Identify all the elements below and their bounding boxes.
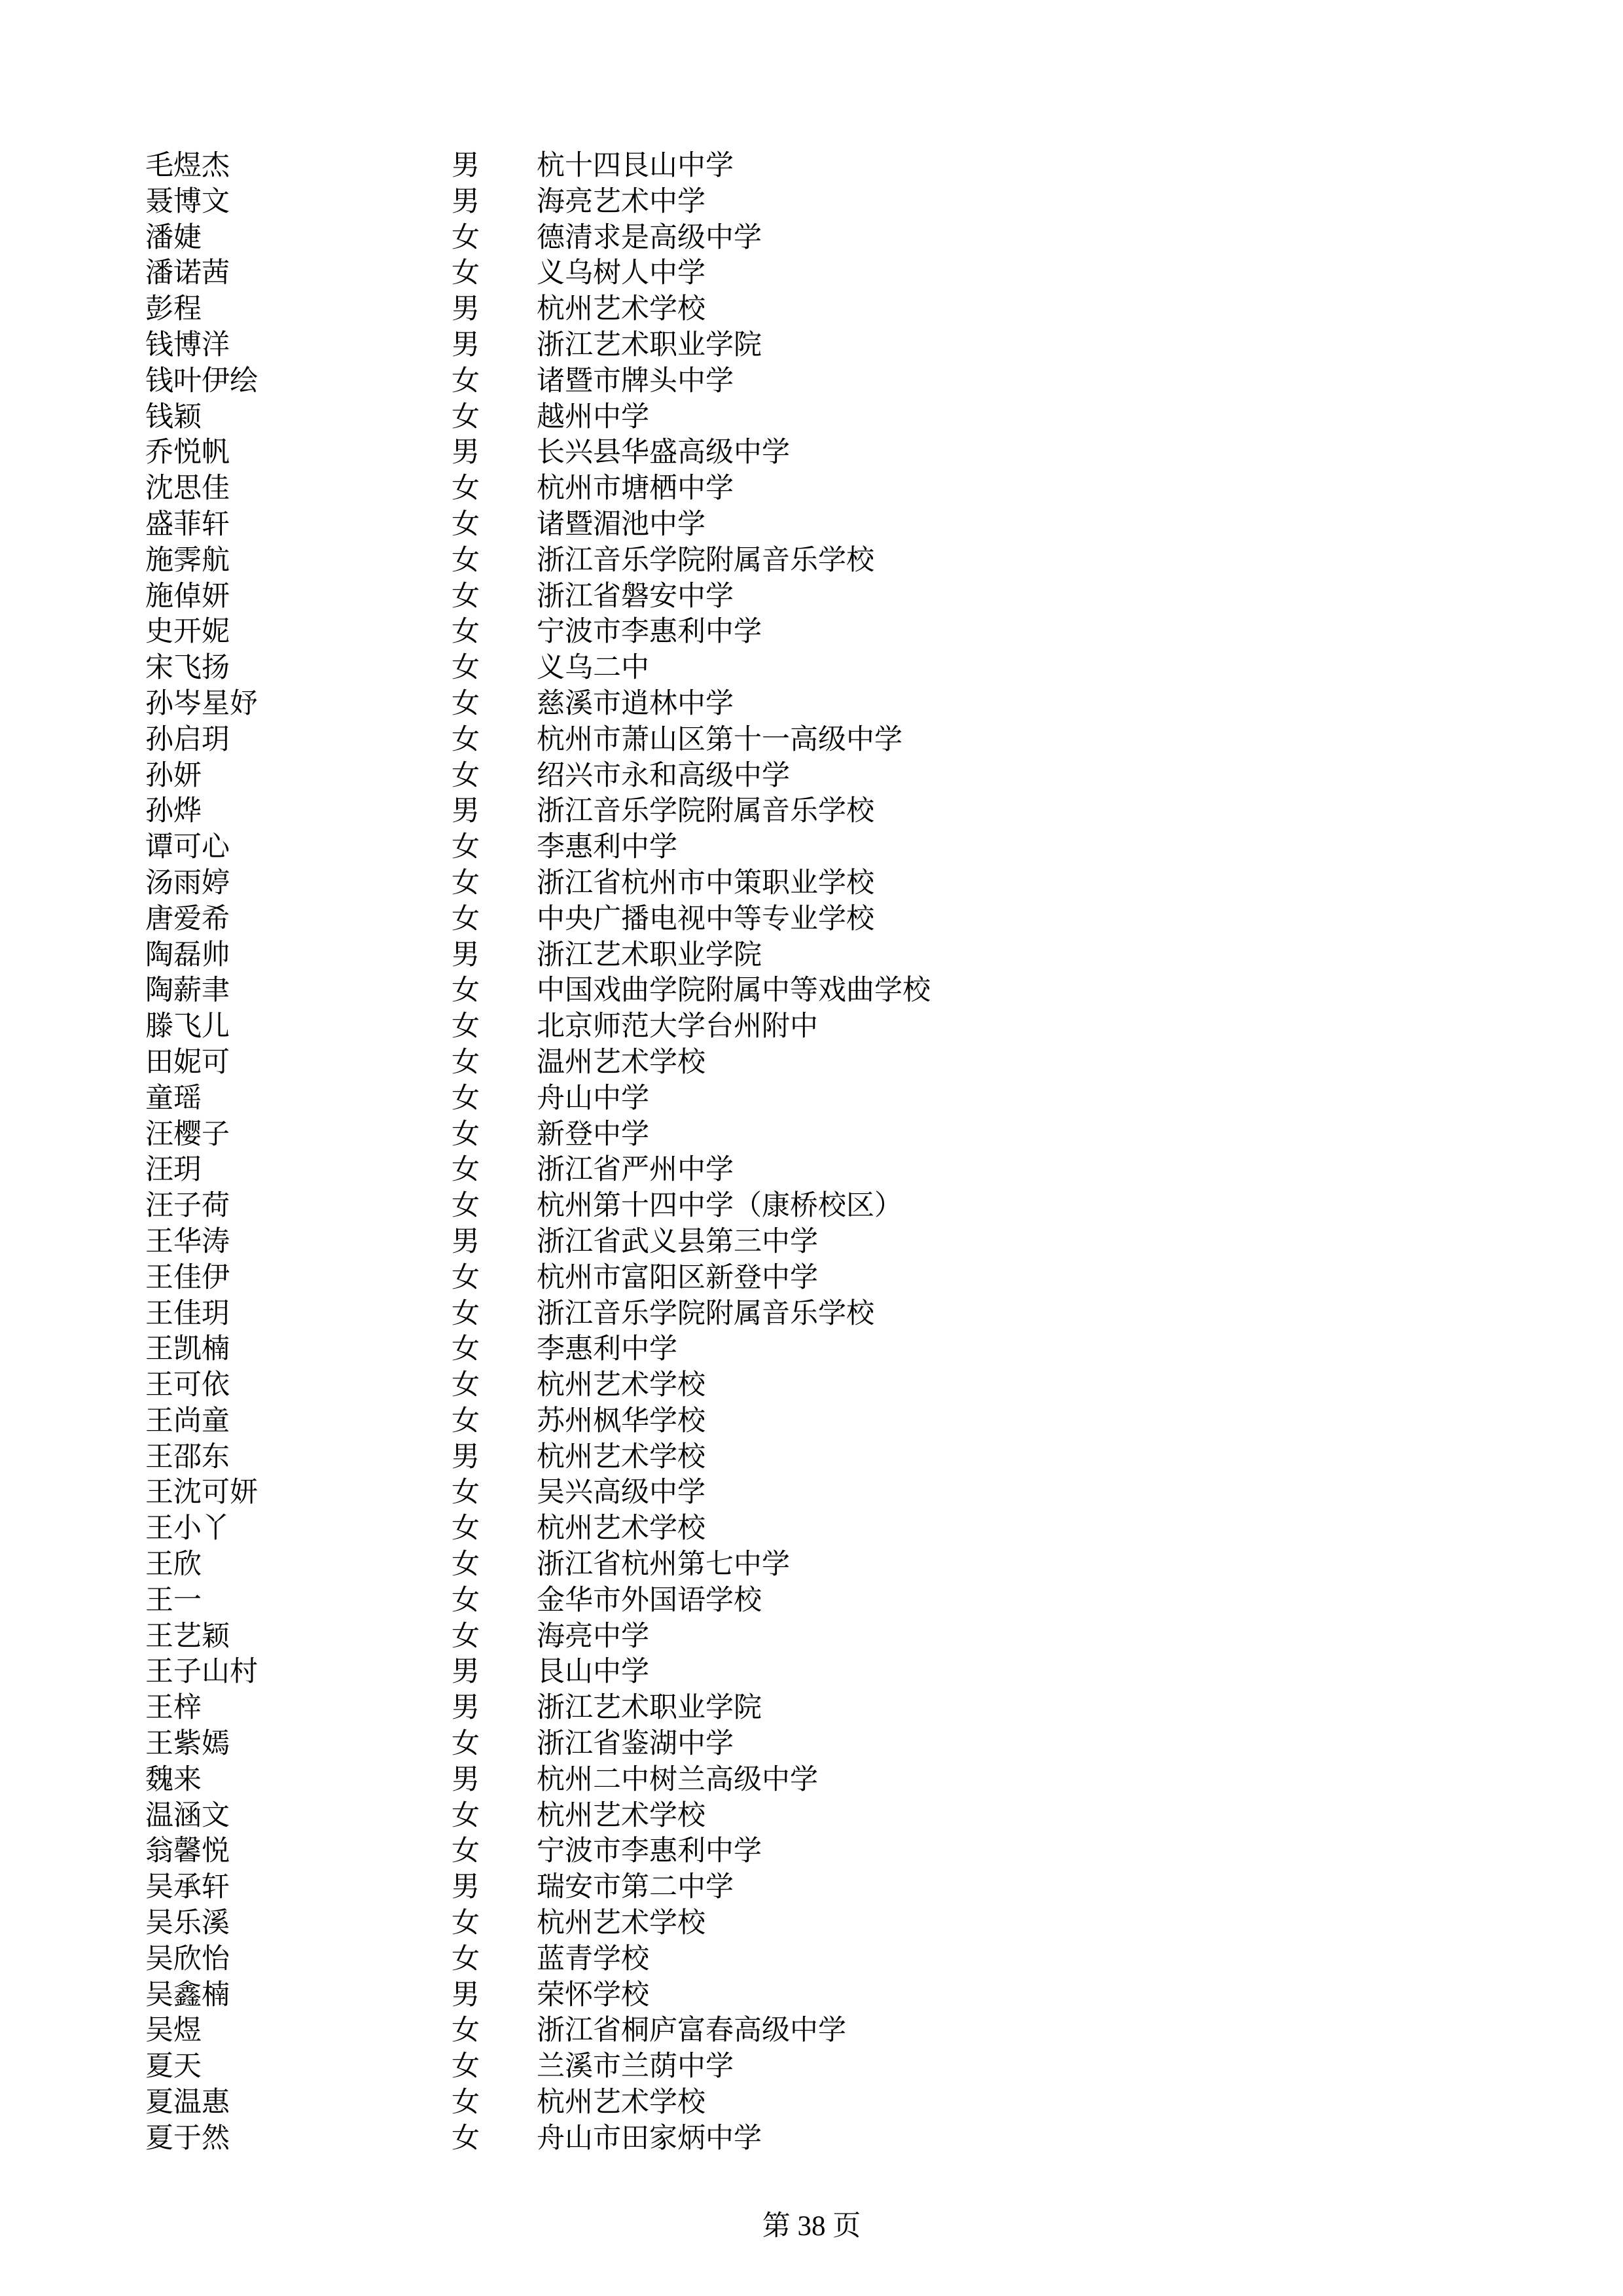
student-gender: 女 [452,1261,480,1294]
table-row [145,1798,1323,1834]
student-gender: 女 [452,831,480,864]
student-name: 施倬妍 [145,579,230,613]
table-row [145,363,1323,399]
student-name: 汪樱子 [145,1117,230,1151]
student-name: 滕飞儿 [145,1010,230,1043]
student-gender: 女 [452,543,480,577]
table-row [145,650,1323,686]
table-row [145,1619,1323,1655]
table-row [145,291,1323,327]
student-school: 中央广播电视中等专业学校 [537,902,874,935]
table-row [145,1690,1323,1726]
student-school: 浙江音乐学院附属音乐学校 [537,543,874,577]
student-gender: 女 [452,1799,480,1832]
student-school: 李惠利中学 [537,1333,677,1366]
table-row [145,1331,1323,1367]
student-school: 杭州艺术学校 [537,1907,705,1940]
student-school: 舟山市田家炳中学 [537,2121,762,2155]
student-gender: 男 [452,1871,480,1904]
table-row [145,1009,1323,1045]
student-gender: 女 [452,687,480,720]
student-name: 王紫嫣 [145,1727,230,1761]
student-school: 杭州艺术学校 [537,1512,705,1545]
table-row [145,1547,1323,1583]
table-row [145,1475,1323,1511]
student-gender: 女 [452,1404,480,1437]
student-gender: 男 [452,1978,480,2011]
student-gender: 女 [452,1942,480,1975]
student-school: 浙江艺术职业学院 [537,328,762,361]
table-row [145,471,1323,507]
student-name: 史开妮 [145,615,230,649]
table-row [145,1224,1323,1260]
student-school: 杭州艺术学校 [537,1440,705,1473]
table-row [145,1654,1323,1690]
student-gender: 女 [452,257,480,290]
student-name: 施霁航 [145,543,230,577]
student-school: 宁波市李惠利中学 [537,615,762,649]
student-school: 浙江省杭州市中策职业学校 [537,866,874,899]
table-row [145,901,1323,937]
table-row [145,399,1323,435]
student-gender: 女 [452,2014,480,2047]
student-gender: 女 [452,615,480,649]
student-school: 长兴县华盛高级中学 [537,436,790,469]
student-school: 温州艺术学校 [537,1045,705,1079]
table-row [145,686,1323,722]
student-school: 越州中学 [537,400,649,433]
student-gender: 男 [452,938,480,971]
student-school: 荣怀学校 [537,1978,649,2011]
table-row [145,1188,1323,1224]
student-name: 王华涛 [145,1225,230,1258]
table-row [145,1941,1323,1977]
table-row [145,1726,1323,1762]
student-school: 杭州二中树兰高级中学 [537,1763,818,1796]
student-gender: 女 [452,1333,480,1366]
student-gender: 男 [452,328,480,361]
student-name: 王可依 [145,1369,230,1402]
table-row [145,973,1323,1009]
student-gender: 女 [452,1010,480,1043]
student-name: 王邵东 [145,1440,230,1473]
student-school: 兰溪市兰荫中学 [537,2050,734,2083]
student-gender: 女 [452,2050,480,2083]
student-gender: 女 [452,759,480,792]
table-row [145,865,1323,901]
student-name: 彭程 [145,293,202,326]
student-school: 诸暨湄池中学 [537,507,705,541]
student-school: 绍兴市永和高级中学 [537,759,790,792]
student-gender: 男 [452,1763,480,1796]
student-gender: 女 [452,1548,480,1581]
student-name: 王佳伊 [145,1261,230,1294]
student-gender: 男 [452,795,480,828]
student-name: 翁馨悦 [145,1835,230,1868]
table-row [145,2121,1323,2157]
student-name: 孙启玥 [145,723,230,756]
table-row [145,1260,1323,1296]
table-row [145,1977,1323,2013]
student-name: 乔悦帆 [145,436,230,469]
student-name: 吴鑫楠 [145,1978,230,2011]
student-gender: 男 [452,1440,480,1473]
student-name: 陶磊帅 [145,938,230,971]
table-row [145,507,1323,543]
table-row [145,327,1323,363]
student-school: 浙江音乐学院附属音乐学校 [537,1297,874,1330]
student-school: 金华市外国语学校 [537,1583,762,1617]
table-row [145,435,1323,471]
student-gender: 女 [452,1369,480,1402]
student-school: 杭州艺术学校 [537,1369,705,1402]
table-row [145,148,1323,184]
student-gender: 女 [452,2121,480,2155]
table-row [145,255,1323,291]
student-name: 王佳玥 [145,1297,230,1330]
student-name: 温涵文 [145,1799,230,1832]
table-row [145,793,1323,829]
student-gender: 女 [452,1512,480,1545]
student-school: 杭州市富阳区新登中学 [537,1261,818,1294]
student-roster [145,148,1323,2157]
student-name: 王梓 [145,1691,202,1725]
student-name: 潘诺茜 [145,257,230,290]
student-name: 汪子荷 [145,1189,230,1223]
student-name: 孙妍 [145,759,202,792]
student-gender: 女 [452,1153,480,1187]
student-school: 苏州枫华学校 [537,1404,705,1437]
student-gender: 男 [452,436,480,469]
student-gender: 女 [452,974,480,1007]
student-gender: 女 [452,364,480,397]
student-school: 舟山中学 [537,1081,649,1115]
student-gender: 男 [452,149,480,182]
student-school: 浙江音乐学院附属音乐学校 [537,795,874,828]
table-row [145,1403,1323,1439]
table-row [145,1117,1323,1153]
student-name: 沈思佳 [145,472,230,505]
student-school: 义乌树人中学 [537,257,705,290]
student-name: 陶薪聿 [145,974,230,1007]
student-name: 吴欣怡 [145,1942,230,1975]
student-gender: 女 [452,1835,480,1868]
student-name: 谭可心 [145,831,230,864]
student-gender: 女 [452,472,480,505]
student-gender: 女 [452,579,480,613]
student-name: 钱博洋 [145,328,230,361]
student-school: 浙江省杭州第七中学 [537,1548,790,1581]
student-name: 孙烨 [145,795,202,828]
table-row [145,2049,1323,2085]
table-row [145,1045,1323,1081]
student-gender: 女 [452,1619,480,1653]
table-row [145,1583,1323,1619]
table-row [145,1081,1323,1117]
student-name: 王小丫 [145,1512,230,1545]
student-school: 浙江省武义县第三中学 [537,1225,818,1258]
student-name: 吴乐溪 [145,1907,230,1940]
student-school: 杭州艺术学校 [537,2086,705,2119]
student-gender: 女 [452,1727,480,1761]
student-school: 李惠利中学 [537,831,677,864]
page-number: 第 38 页 [762,2211,861,2242]
table-row [145,829,1323,865]
student-name: 魏来 [145,1763,202,1796]
table-row [145,937,1323,973]
student-name: 宋飞扬 [145,651,230,685]
student-name: 汪玥 [145,1153,202,1187]
student-gender: 女 [452,1189,480,1223]
student-gender: 女 [452,1583,480,1617]
student-school: 瑞安市第二中学 [537,1871,734,1904]
student-gender: 男 [452,293,480,326]
table-row [145,1833,1323,1869]
student-name: 吴承轩 [145,1871,230,1904]
student-gender: 女 [452,723,480,756]
table-row [145,1869,1323,1905]
student-school: 海亮中学 [537,1619,649,1653]
student-school: 浙江省磐安中学 [537,579,734,613]
student-gender: 女 [452,1476,480,1509]
student-school: 浙江省桐庐富春高级中学 [537,2014,846,2047]
table-row [145,758,1323,794]
table-row [145,722,1323,758]
student-gender: 女 [452,866,480,899]
student-school: 义乌二中 [537,651,649,685]
student-gender: 男 [452,1691,480,1725]
student-school: 新登中学 [537,1117,649,1151]
student-gender: 女 [452,507,480,541]
student-name: 毛煜杰 [145,149,230,182]
student-name: 王欣 [145,1548,202,1581]
student-gender: 女 [452,1081,480,1115]
student-gender: 男 [452,1655,480,1689]
student-gender: 男 [452,185,480,218]
student-name: 唐爱希 [145,902,230,935]
student-school: 浙江省严州中学 [537,1153,734,1187]
table-row [145,220,1323,256]
student-school: 北京师范大学台州附中 [537,1010,818,1043]
table-row [145,1367,1323,1403]
student-gender: 男 [452,1225,480,1258]
table-row [145,579,1323,615]
student-school: 宁波市李惠利中学 [537,1835,762,1868]
student-school: 杭州第十四中学（康桥校区） [537,1189,902,1223]
student-school: 浙江省鉴湖中学 [537,1727,734,1761]
table-row [145,184,1323,220]
student-name: 盛菲轩 [145,507,230,541]
table-row [145,1762,1323,1798]
student-name: 王凯楠 [145,1333,230,1366]
student-school: 艮山中学 [537,1655,649,1689]
student-school: 浙江艺术职业学院 [537,1691,762,1725]
student-name: 王沈可妍 [145,1476,258,1509]
table-row [145,543,1323,579]
student-name: 钱颖 [145,400,202,433]
student-school: 杭州艺术学校 [537,1799,705,1832]
student-name: 吴煜 [145,2014,202,2047]
table-row [145,2085,1323,2121]
student-gender: 女 [452,1117,480,1151]
student-school: 慈溪市逍林中学 [537,687,734,720]
table-row [145,1439,1323,1475]
student-name: 王子山村 [145,1655,258,1689]
table-row [145,1511,1323,1547]
student-school: 中国戏曲学院附属中等戏曲学校 [537,974,931,1007]
student-gender: 女 [452,1907,480,1940]
student-name: 孙岑星妤 [145,687,258,720]
student-gender: 女 [452,400,480,433]
student-name: 潘婕 [145,221,202,254]
student-school: 诸暨市牌头中学 [537,364,734,397]
student-name: 钱叶伊绘 [145,364,258,397]
table-row [145,1905,1323,1941]
student-school: 杭州市萧山区第十一高级中学 [537,723,902,756]
student-name: 夏温惠 [145,2086,230,2119]
student-gender: 女 [452,2086,480,2119]
student-name: 王艺颖 [145,1619,230,1653]
student-school: 杭十四艮山中学 [537,149,734,182]
student-school: 海亮艺术中学 [537,185,705,218]
student-name: 王一 [145,1583,202,1617]
student-school: 德清求是高级中学 [537,221,762,254]
student-name: 王尚童 [145,1404,230,1437]
student-gender: 女 [452,902,480,935]
student-name: 田妮可 [145,1045,230,1079]
student-gender: 女 [452,651,480,685]
student-school: 吴兴高级中学 [537,1476,705,1509]
student-name: 童瑶 [145,1081,202,1115]
table-row [145,1296,1323,1332]
student-name: 聂博文 [145,185,230,218]
student-school: 浙江艺术职业学院 [537,938,762,971]
student-school: 蓝青学校 [537,1942,649,1975]
student-name: 汤雨婷 [145,866,230,899]
student-school: 杭州艺术学校 [537,293,705,326]
student-gender: 女 [452,221,480,254]
student-gender: 女 [452,1045,480,1079]
student-name: 夏于然 [145,2121,230,2155]
student-name: 夏天 [145,2050,202,2083]
table-row [145,1152,1323,1188]
student-gender: 女 [452,1297,480,1330]
table-row [145,2013,1323,2049]
student-school: 杭州市塘栖中学 [537,472,734,505]
table-row [145,614,1323,650]
